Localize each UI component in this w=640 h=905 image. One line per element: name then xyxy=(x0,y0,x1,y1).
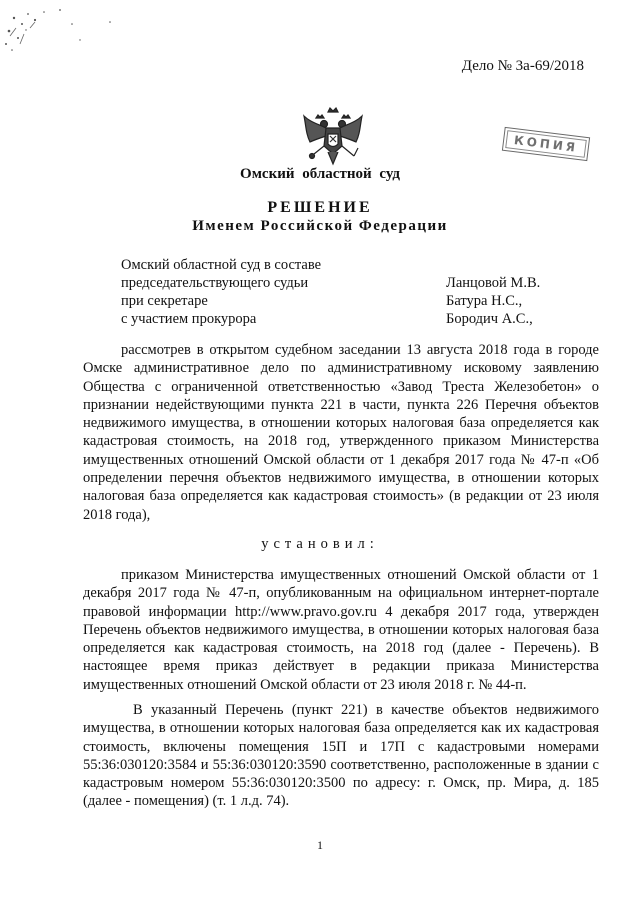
composition-role: с участием прокурора xyxy=(121,311,257,327)
body-paragraph: В указанный Перечень (пункт 221) в качестве объектов недвижимого имущества, в отношении которых налоговая база определяется как их кадастровая стоимость, включены помещения 15П и 17П с кадастровыми номерами 55:36:030120:3584 и 55:36:030120:3590 соответственно, расположенные в здании с кадастровым номером 55:36:030120:3500 по адресу: г. Омск, пр. Мира, д. 185 (далее - помещения) (т. 1 л.д. 74). xyxy=(83,702,599,810)
court-composition xyxy=(121,256,581,328)
established-heading: установил: xyxy=(261,536,379,552)
composition-person: Батура Н.С., xyxy=(446,293,523,309)
copy-stamp xyxy=(502,127,590,161)
composition-person xyxy=(446,256,581,274)
composition-role: председательствующего судьи xyxy=(121,275,309,291)
composition-person: Бородич А.С., xyxy=(446,311,533,327)
composition-row xyxy=(121,274,581,292)
composition-role: при секретаре xyxy=(121,293,208,309)
body-paragraph: приказом Министерства имущественных отношений Омской области от 1 декабря 2017 года № 47-п, опубликованным на официальном интернет-портале правовой информации http://www.pravo.gov.ru 4 декабря 2017 года, утвержден Перечень объектов недвижимого имущества, в отношении которых налоговая база определяется как кадастровая стоимость, на 2018 год (далее - Перечень). В настоящее время приказ действует в редакции приказа Министерства имущественных отношений Омской области от 23 июля 2018 г. № 44-п. xyxy=(83,567,599,693)
scan-noise xyxy=(0,0,130,60)
page-number: 1 xyxy=(317,838,323,852)
composition-row xyxy=(121,256,581,274)
decision-subtitle: Именем Российской Федерации xyxy=(192,218,448,234)
decision-title: РЕШЕНИЕ xyxy=(267,199,373,216)
composition-row xyxy=(121,310,581,328)
considered-paragraph: рассмотрев в открытом судебном заседании 13 августа 2018 года в городе Омске административное дело по административному исковому заявлению Общества с ограниченной ответственностью «Завод Треста Железобетон» о признании недействующими пункта 221 в части, пункта 226 Перечня объектов недвижимого имущества, в отношении которых налоговая база определяется как кадастровая стоимость, на 2018 год, утвержденного приказом Министерства имущественных отношений Омской области от 1 декабря 2017 года № 47-п «Об определении перечня объектов недвижимого имущества, в отношении которых налоговая база определяется как кадастровая стоимость» (в редакции от 23 июля 2018 года), xyxy=(83,342,599,523)
court-name: Омский областной суд xyxy=(240,166,400,182)
case-number: Дело № 3а-69/2018 xyxy=(461,58,584,74)
copy-stamp-text: КОПИЯ xyxy=(505,130,587,158)
russian-coat-of-arms-icon xyxy=(300,106,366,168)
composition-person: Ланцовой М.В. xyxy=(446,275,541,291)
composition-row xyxy=(121,292,581,310)
composition-role: Омский областной суд в составе xyxy=(121,257,322,273)
